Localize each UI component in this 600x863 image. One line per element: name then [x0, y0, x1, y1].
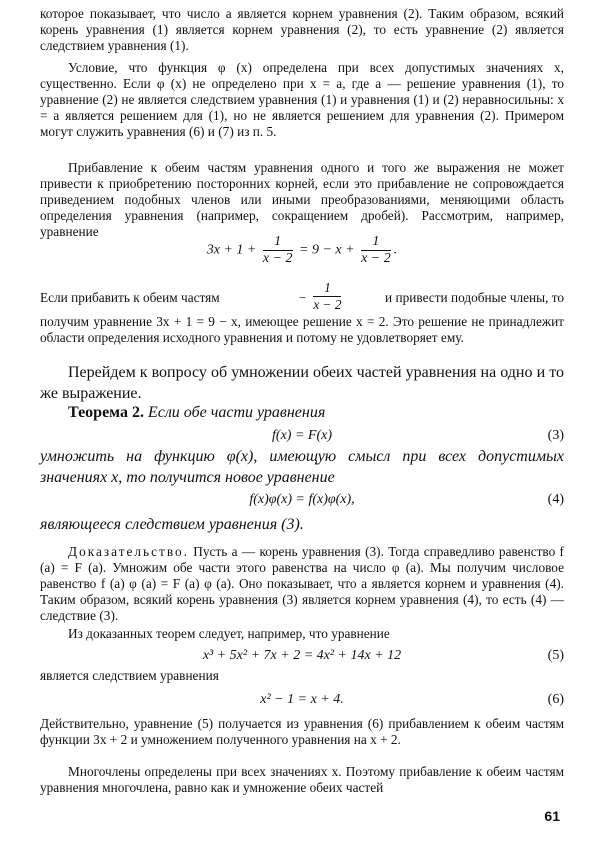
paragraph-10: Из доказанных теорем следует, например, что уравнение: [68, 626, 390, 641]
paragraph-9: [40, 544, 564, 624]
equation-5-body: x³ + 5x² + 7x + 2 = 4x² + 14x + 12: [202, 648, 402, 663]
paragraph-8: являющееся следствием уравнения (3).: [40, 516, 304, 533]
page-number: 61: [544, 808, 560, 824]
paragraph-4: [40, 280, 564, 316]
theorem-heading: [40, 402, 564, 423]
equation-6-body: x² − 1 = x + 4.: [260, 692, 344, 707]
paragraph-12: Действительно, уравнение (5) получается из уравнения (6) прибавлением к обеим частям функции 3x + 2 и умножением полученного уравнения на x + 2.: [40, 716, 564, 747]
paragraph-3: Прибавление к обеим частям уравнения одного и того же выражения не может привести к приобретению посторонних корней, если это прибавление не сопровождается приведением подобных членов или иными преобразованиями, меняющими область определения уравнения (например, сокращением дробей). Рассмотрим, например, уравнение: [40, 160, 564, 239]
paragraph-5: получим уравнение 3x + 1 = 9 − x, имеющее решение x = 2. Это решение не принадлежит области определения исходного уравнения и потому не удовлетворяет ему.: [40, 314, 564, 345]
theorem-label: Теорема 2.: [68, 404, 144, 421]
equation-main: 3x + 1 + $\frac{1}{x - 2}$ = 9 − x + $\frac{1}{x - 2}$ .: [206, 234, 398, 266]
equation-5: [40, 644, 564, 668]
equation-main-frac-2: [361, 234, 391, 267]
paragraph-2: Условие, что функция φ (x) определена при всех допустимых значениях x, существенно. Если φ (x) не определено при x = a, где a — решение уравнения (1), то уравнение (2) не является следствием уравнения (1) и уравнения (1) и (2) неравносильны: x = a является решением для (1), но не является решением для уравнения (2). Примером могут служить уравнения (6) и (7) из п. 5.: [40, 60, 564, 139]
proof-text: Пусть a — корень уравнения (3). Тогда справедливо равенство f (a) = F (a). Умножим обе части этого равенства на число φ (a). Мы получим числовое равенство f (a) φ (a) = F (a) φ (a). Оно показывает, что a является корнем и уравнения (4). Таким образом, всякий корень уравнения (3) является корнем уравнения (4), то есть (4) — следствие (3).: [40, 544, 564, 623]
frac-2-denominator: x − 2: [361, 251, 391, 266]
inline-frac-minus: −: [298, 290, 307, 305]
equation-3: [40, 424, 564, 448]
equation-main-frac-1: [263, 234, 293, 267]
proof-label: Доказательство.: [68, 544, 189, 559]
frac-2-numerator: 1: [361, 234, 391, 251]
equation-main-mid: = 9 − x +: [299, 242, 355, 258]
equation-3-number: (3): [547, 428, 564, 443]
paragraph-4-end: и привести подобные члены, то: [385, 290, 564, 305]
frac-1-numerator: 1: [263, 234, 293, 251]
paragraph-1: которое показывает, что число a является корнем уравнения (2). Таким образом, всякий корень уравнения (1) является корнем уравнения (2), то есть уравнение (2) является следствием уравнения (1).: [40, 6, 564, 53]
paragraph-7: умножить на функцию φ(x), имеющую смысл при всех допустимых значениях x, то получится новое уравнение: [40, 448, 564, 486]
equation-6-number: (6): [547, 692, 564, 707]
paragraph-4-start: Если прибавить к обеим частям: [40, 290, 220, 305]
equation-6: [40, 688, 564, 712]
paragraph-13: Многочлены определены при всех значениях x. Поэтому прибавление к обеим частям уравнения многочлена, равно как и умножение обеих частей: [40, 764, 564, 795]
equation-5-number: (5): [547, 648, 564, 663]
equation-main-left: 3x + 1 +: [206, 242, 257, 258]
theorem-text: Если обе части уравнения: [147, 404, 326, 421]
paragraph-11: является следствием уравнения: [40, 668, 219, 683]
equation-4: [40, 488, 564, 512]
inline-frac-denominator: x − 2: [313, 297, 342, 312]
inline-frac-numerator: 1: [313, 280, 341, 297]
equation-3-body: f(x) = F(x): [272, 428, 332, 443]
inline-frac: [313, 280, 341, 313]
equation-4-body: f(x)φ(x) = f(x)φ(x),: [249, 492, 355, 507]
paragraph-6: Перейдем к вопросу об умножении обеих частей уравнения на одно и то же выражение.: [40, 364, 564, 402]
equation-4-number: (4): [547, 492, 564, 507]
inline-fraction: [298, 280, 344, 313]
frac-1-denominator: x − 2: [262, 251, 293, 266]
